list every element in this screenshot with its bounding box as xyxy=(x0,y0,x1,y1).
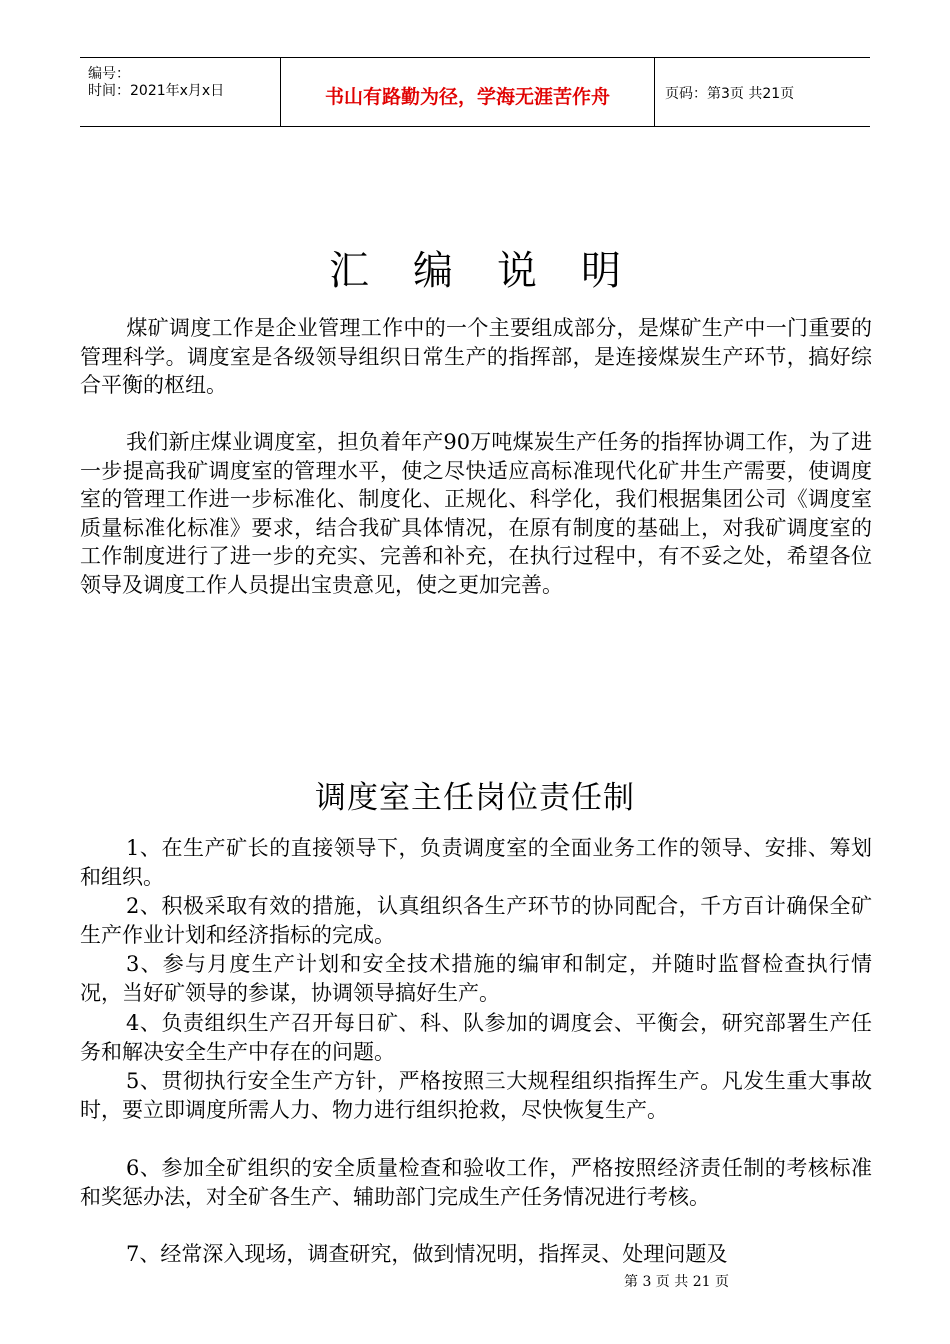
duty-item-7: 7、经常深入现场，调查研究，做到情况明，指挥灵、处理问题及 xyxy=(126,1242,728,1266)
compilation-notes-title: 汇编说明 xyxy=(329,248,665,294)
duty-item-6: 6、参加全矿组织的安全质量检查和验收工作，严格按照经济责任制的考核标准和奖惩办法，对全矿各生产、辅助部门完成生产任务情况进行考核。 xyxy=(80,1156,872,1209)
footer-page-number: 第 3 页 共 21 页 xyxy=(624,1274,729,1290)
header-motto-cell xyxy=(281,58,655,126)
intro-paragraph-2: 我们新庄煤业调度室，担负着年产90万吨煤炭生产任务的指挥协调工作，为了进一步提高我矿调度室的管理水平，使之尽快适应高标准现代化矿井生产需要，使调度室的管理工作进一步标准化、制度化、正规化、科学化，我们根据集团公司《调度室质量标准化标准》要求，结合我矿具体情况，在原有制度的基础上，对我矿调度室的工作制度进行了进一步的充实、完善和补充，在执行过程中，有不妥之处，希望各位领导及调度工作人员提出宝贵意见，使之更加完善。 xyxy=(80,430,872,597)
duty-item-3: 3、参与月度生产计划和安全技术措施的编审和制定，并随时监督检查执行情况，当好矿领导的参谋，协调领导搞好生产。 xyxy=(80,952,872,1005)
header-meta-cell xyxy=(80,58,281,126)
duty-item-2: 2、积极采取有效的措施，认真组织各生产环节的协同配合，千方百计确保全矿生产作业计划和经济指标的完成。 xyxy=(80,894,872,947)
header-page-number: 页码：第3页 共21页 xyxy=(665,86,795,102)
time-label: 时间：2021年x月x日 xyxy=(88,83,225,99)
header-page-cell xyxy=(655,58,870,126)
page-header xyxy=(80,57,870,127)
director-duties-title: 调度室主任岗位责任制 xyxy=(315,780,635,816)
duty-item-1: 1、在生产矿长的直接领导下，负责调度室的全面业务工作的领导、安排、筹划和组织。 xyxy=(80,836,872,889)
duty-item-5: 5、贯彻执行安全生产方针，严格按照三大规程组织指挥生产。凡发生重大事故时，要立即调度所需人力、物力进行组织抢救，尽快恢复生产。 xyxy=(80,1069,872,1122)
motto-text: 书山有路勤为径，学海无涯苦作舟 xyxy=(324,86,610,108)
serial-number-label: 编号： xyxy=(88,66,130,82)
intro-paragraph-1: 煤矿调度工作是企业管理工作中的一个主要组成部分，是煤矿生产中一门重要的管理科学。调度室是各级领导组织日常生产的指挥部，是连接煤炭生产环节，搞好综合平衡的枢纽。 xyxy=(80,316,872,398)
duty-item-4: 4、负责组织生产召开每日矿、科、队参加的调度会、平衡会，研究部署生产任务和解决安全生产中存在的问题。 xyxy=(80,1011,872,1064)
